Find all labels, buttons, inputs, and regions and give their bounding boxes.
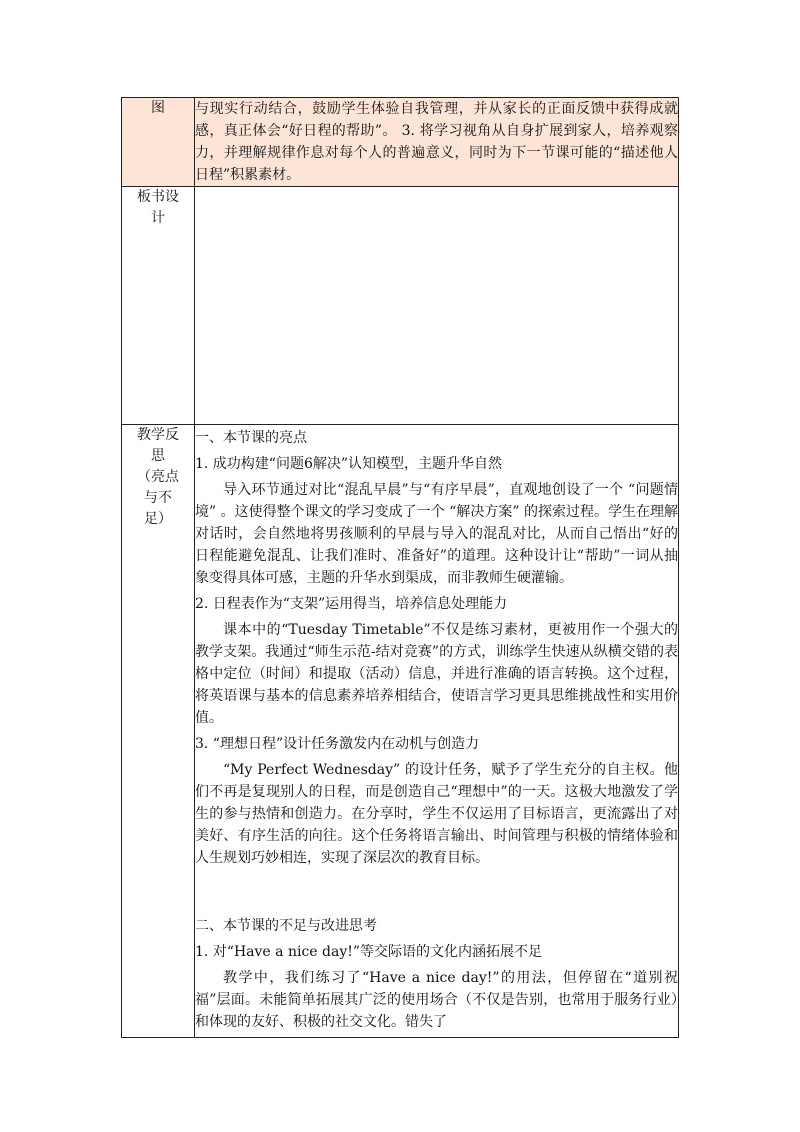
reflection-label: 教学反思 (137, 427, 179, 464)
spacer (195, 873, 678, 913)
reflection-sublabel: （亮点与不足） (137, 469, 179, 527)
board-design-content (195, 187, 679, 425)
item-title: 1. 成功构建“问题6解决”认知模型，主题升华自然 (195, 456, 503, 472)
item-title: 1. 对“Have a nice day!”等交际语的文化内涵拓展不足 (195, 944, 543, 960)
section-title-shortcomings: 二、本节课的不足与改进思考 (195, 918, 377, 934)
lesson-plan-table (121, 97, 679, 1038)
item-body: 导入环节通过对比“混乱早晨”与“有序早晨”，直观地创设了一个 “问题情境” 。这使得整个课文的学习变成了一个 “解决方案” 的探索过程。学生在理解对话时，会自然地将男孩顺利的早晨与导入的混乱对比，从而自己悟出“好的日程能避免混乱、让我们准时、准备好”的道理。这种设计让“帮助”一词从抽象变得具体可感，主题的升华水到渠成，而非教师生硬灌输。 (195, 482, 678, 586)
item-body: 课本中的“Tuesday Timetable”不仅是练习素材，更被用作一个强大的教学支架。我通过“师生示范-结对竞赛”的方式，训练学生快速从纵横交错的表格中定位（时间）和提取（活动）信息，并进行准确的语言转换。这个过程，将英语课与基本的信息素养培养相结合，使语言学习更具思维挑战性和实用价值。 (195, 622, 678, 726)
item-title: 3. “理想日程”设计任务激发内在动机与创造力 (195, 736, 480, 752)
section-title-highlights: 一、本节课的亮点 (195, 430, 307, 446)
design-intent-paragraph: 与现实行动结合，鼓励学生体验自我管理，并从家长的正面反馈中获得成就感，真正体会“好日程的帮助”。 3. 将学习视角从自身扩展到家人，培养观察力，并理解规律作息对每个人的普遍意义，同时为下一节课可能的“描述他人日程”积累素材。 (195, 101, 678, 183)
item-title: 2. 日程表作为“支架”运用得当，培养信息处理能力 (195, 596, 508, 612)
table-row (122, 187, 679, 425)
item-body: “My Perfect Wednesday” 的设计任务，赋予了学生充分的自主权。他们不再是复现别人的日程，而是创造自己“理想中”的一天。这极大地激发了学生的参与热情和创造力。在分享时，学生不仅运用了目标语言，更流露出了对美好、有序生活的向往。这个任务将语言输出、时间管理与积极的情绪体验和人生规划巧妙相连，实现了深层次的教育目标。 (195, 762, 678, 866)
board-design-label: 板书设计 (137, 189, 179, 226)
row-label-reflection (122, 425, 195, 1038)
item-body: 教学中，我们练习了“Have a nice day!”的用法，但停留在“道别祝福”层面。未能简单拓展其广泛的使用场合（不仅是告别，也常用于服务行业）和体现的友好、积极的社交文化。错失了 (195, 970, 678, 1030)
design-intent-text (195, 98, 679, 187)
reflection-content (195, 425, 679, 1038)
row-label-board-design (122, 187, 195, 425)
table-row (122, 425, 679, 1038)
row-label-design-intent: 图 (122, 98, 195, 187)
table-row (122, 98, 679, 187)
